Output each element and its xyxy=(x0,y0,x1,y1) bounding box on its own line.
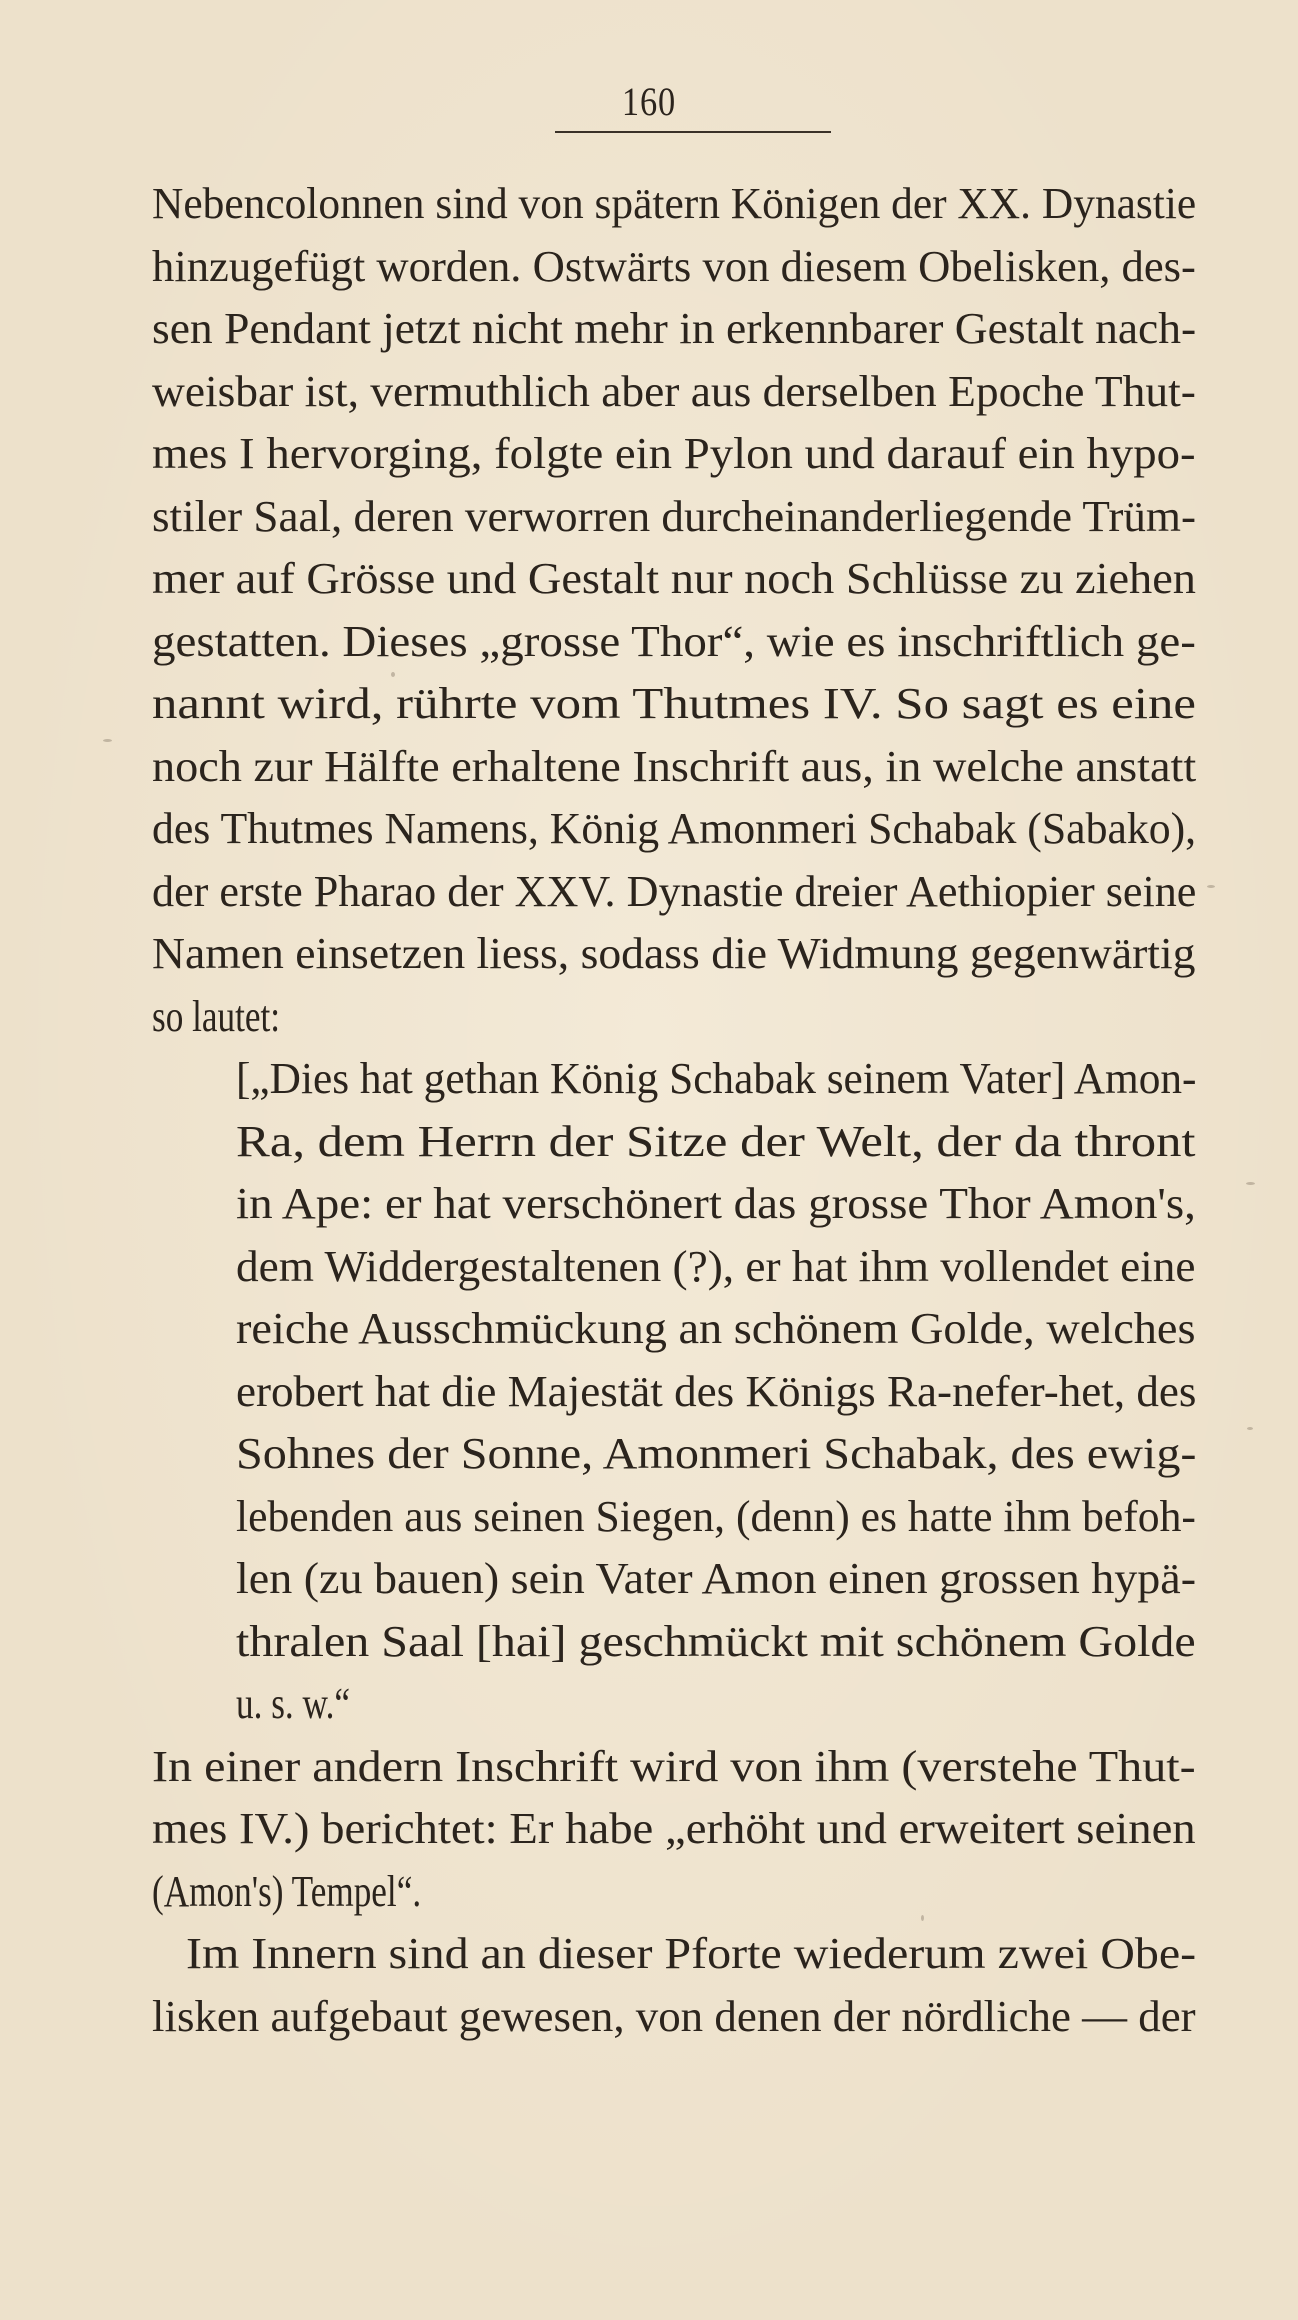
text-line: so lautet: xyxy=(152,992,281,1041)
text-line: gestatten. Dieses „grosse Thor“, wie es inschriftlich ge- xyxy=(152,617,1196,666)
paper-speck xyxy=(921,1915,924,1921)
text-line: des Thutmes Namens, König Amonmeri Schabak (Sabako), xyxy=(152,804,1197,853)
quote-line: u. s. w.“ xyxy=(236,1679,351,1728)
text-line: noch zur Hälfte erhaltene Inschrift aus, in welche anstatt xyxy=(152,742,1197,791)
text-line: stiler Saal, deren verworren durcheinanderliegende Trüm- xyxy=(152,492,1196,541)
header-rule xyxy=(555,131,831,133)
quote-line: Sohnes der Sonne, Amonmeri Schabak, des ewig- xyxy=(236,1429,1197,1478)
text-line: sen Pendant jetzt nicht mehr in erkennbarer Gestalt nach- xyxy=(152,304,1197,353)
text-line: (Amon's) Tempel“. xyxy=(152,1867,422,1916)
text-line: der erste Pharao der XXV. Dynastie dreier Aethiopier seine xyxy=(152,867,1197,916)
paper-speck xyxy=(1246,1182,1255,1185)
text-line: Nebencolonnen sind von spätern Königen der XX. Dynastie xyxy=(152,179,1197,228)
quote-line: len (zu bauen) sein Vater Amon einen grossen hypä- xyxy=(236,1554,1197,1603)
text-line: lisken aufgebaut gewesen, von denen der nördliche — der xyxy=(152,1992,1196,2041)
quote-line: reiche Ausschmückung an schönem Golde, welches xyxy=(236,1304,1196,1353)
quote-line: in Ape: er hat verschönert das grosse Thor Amon's, xyxy=(236,1179,1196,1228)
quote-line: erobert hat die Majestät des Königs Ra-nefer-het, des xyxy=(236,1367,1197,1416)
paper-speck xyxy=(103,739,112,742)
paper-speck xyxy=(391,672,395,677)
text-line: mer auf Grösse und Gestalt nur noch Schlüsse zu ziehen xyxy=(152,554,1196,603)
text-line: mes I hervorging, folgte ein Pylon und darauf ein hypo- xyxy=(152,429,1196,478)
text-line: hinzugefügt worden. Ostwärts von diesem Obelisken, des- xyxy=(152,242,1196,291)
quote-line: dem Widdergestaltenen (?), er hat ihm vollendet eine xyxy=(236,1242,1196,1291)
text-line: nannt wird, rührte vom Thutmes IV. So sagt es eine xyxy=(152,679,1196,728)
page-number: 160 xyxy=(621,79,677,124)
quote-line: lebenden aus seinen Siegen, (denn) es hatte ihm befoh- xyxy=(236,1492,1196,1541)
text-line: Im Innern sind an dieser Pforte wiederum zwei Obe- xyxy=(186,1929,1197,1978)
paper-speck xyxy=(1247,1427,1253,1430)
text-line: mes IV.) berichtet: Er habe „erhöht und erweitert seinen xyxy=(152,1804,1196,1853)
text-line: In einer andern Inschrift wird von ihm (verstehe Thut- xyxy=(152,1742,1196,1791)
quote-line: Ra, dem Herrn der Sitze der Welt, der da thront xyxy=(236,1117,1196,1166)
quote-line: thralen Saal [hai] geschmückt mit schönem Golde xyxy=(236,1617,1196,1666)
text-line: Namen einsetzen liess, sodass die Widmung gegenwärtig xyxy=(152,929,1196,978)
paper-speck xyxy=(1207,885,1215,888)
quote-line: [„Dies hat gethan König Schabak seinem Vater] Amon- xyxy=(236,1054,1197,1103)
text-line: weisbar ist, vermuthlich aber aus derselben Epoche Thut- xyxy=(152,367,1196,416)
